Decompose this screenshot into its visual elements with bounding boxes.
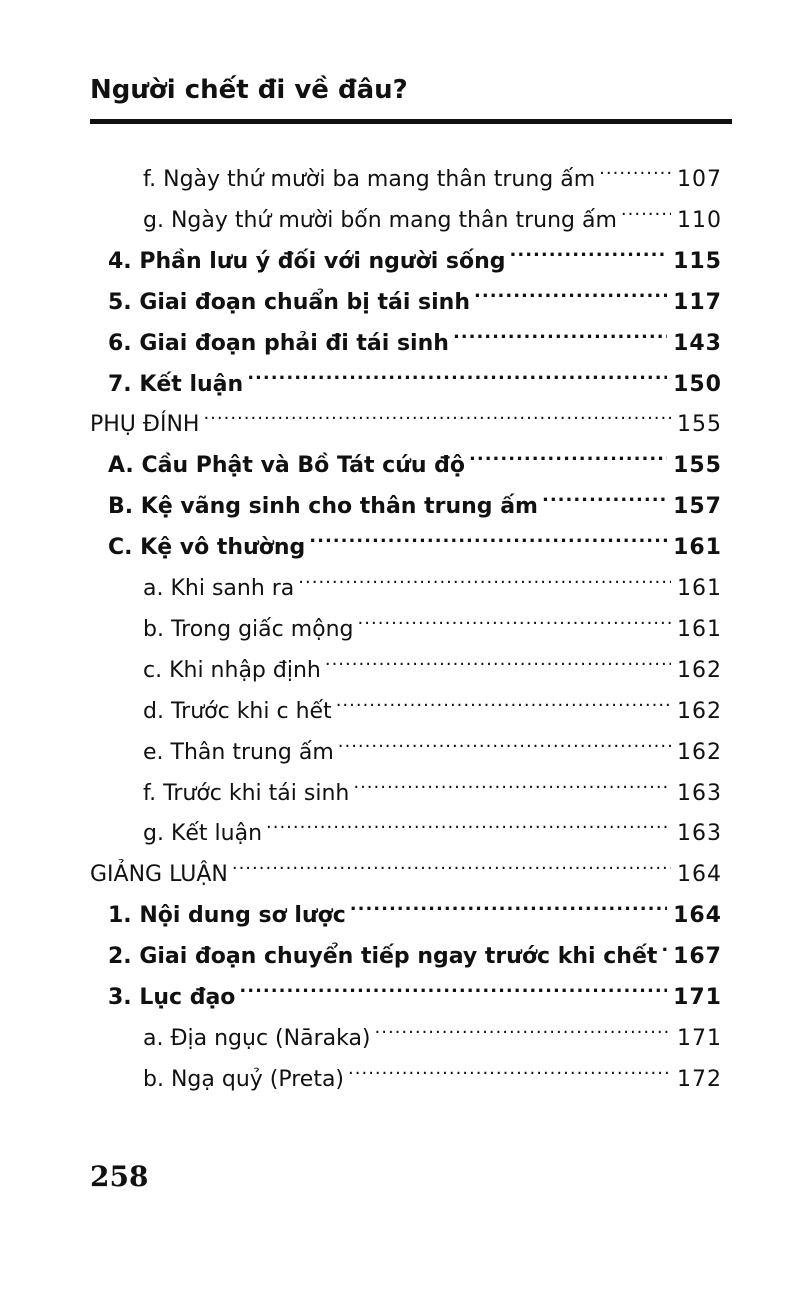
toc-entry-page: 162 <box>677 699 722 724</box>
toc-entry-title: 7. Kết luận <box>108 372 244 397</box>
dot-leader <box>621 187 671 227</box>
toc-entry-page: 161 <box>677 617 722 642</box>
toc-entry-title: B. Kệ vãng sinh cho thân trung ấm <box>108 494 538 519</box>
dot-leader <box>239 964 667 1004</box>
dot-leader <box>338 719 671 759</box>
toc-entry-page: 164 <box>673 903 722 928</box>
toc-entry <box>108 964 722 1010</box>
header-rule <box>90 119 732 124</box>
toc-entry <box>108 228 722 274</box>
dot-leader <box>358 596 671 636</box>
toc-entry-title: A. Cầu Phật và Bồ Tát cứu độ <box>108 453 466 478</box>
toc-entry-title: f. Trước khi tái sinh <box>143 781 350 806</box>
page-number: 258 <box>90 1160 149 1193</box>
toc-entry-title: 4. Phần lưu ý đối với người sống <box>108 249 506 274</box>
toc-entry-title: d. Trước khi c hết <box>143 699 332 724</box>
dot-leader <box>353 760 671 800</box>
toc-entry-title: b. Trong giấc mộng <box>143 617 354 642</box>
toc-entry-title: 3. Lục đạo <box>108 985 236 1010</box>
dot-leader <box>375 1005 671 1045</box>
toc-entry-page: 171 <box>673 985 722 1010</box>
dot-leader <box>298 555 671 595</box>
toc-entry <box>143 800 722 846</box>
toc-entry <box>143 678 722 724</box>
toc-entry-title: a. Khi sanh ra <box>143 576 295 601</box>
dot-leader <box>453 310 667 350</box>
toc-entry-title: e. Thân trung ấm <box>143 740 334 765</box>
toc-entry <box>108 351 722 397</box>
toc-entry <box>108 269 722 315</box>
toc-entry-title: f. Ngày thứ mười ba mang thân trung ấm <box>143 167 596 192</box>
dot-leader <box>232 841 671 881</box>
toc-entry-page: 117 <box>673 290 722 315</box>
toc-entry-title: a. Địa ngục (Nāraka) <box>143 1026 371 1051</box>
toc-entry-page: 115 <box>673 249 722 274</box>
toc-entry <box>143 1005 722 1051</box>
toc-entry-page: 107 <box>677 167 722 192</box>
toc-entry-page: 143 <box>673 331 722 356</box>
toc-entry <box>143 187 722 233</box>
toc-entry-page: 171 <box>677 1026 722 1051</box>
dot-leader <box>661 923 667 963</box>
dot-leader <box>542 473 667 513</box>
toc-entry-page: 163 <box>677 781 722 806</box>
toc-entry-page: 162 <box>677 740 722 765</box>
toc-entry-page: 161 <box>673 535 722 560</box>
toc-entry-page: 155 <box>677 412 722 437</box>
toc-entry <box>143 637 722 683</box>
toc-entry-title: 2. Giai đoạn chuyển tiếp ngay trước khi chết <box>108 944 658 969</box>
toc-entry-page: 163 <box>677 821 722 846</box>
toc-entry-title: g. Kết luận <box>143 821 263 846</box>
dot-leader <box>336 678 671 718</box>
toc-entry <box>143 596 722 642</box>
toc-entry-title: PHỤ ĐÍNH <box>90 412 200 437</box>
running-header-title: Người chết đi về đâu? <box>90 75 408 105</box>
toc-entry-page: 172 <box>677 1067 722 1092</box>
toc-entry <box>90 391 722 437</box>
toc-entry-title: g. Ngày thứ mười bốn mang thân trung ấm <box>143 208 617 233</box>
toc-entry-title: 5. Giai đoạn chuẩn bị tái sinh <box>108 290 471 315</box>
toc-entry-page: 110 <box>677 208 722 233</box>
dot-leader <box>247 351 667 391</box>
toc-entry <box>143 760 722 806</box>
dot-leader <box>474 269 667 309</box>
toc-entry <box>143 555 722 601</box>
dot-leader <box>348 1046 671 1086</box>
toc-entry-page: 164 <box>677 862 722 887</box>
dot-leader <box>510 228 668 268</box>
toc-entry <box>108 473 722 519</box>
toc-entry <box>143 719 722 765</box>
toc-entry-title: b. Ngạ quỷ (Preta) <box>143 1067 345 1092</box>
toc-entry-page: 167 <box>673 944 722 969</box>
toc-entry <box>90 841 722 887</box>
dot-leader <box>469 432 667 472</box>
toc-entry <box>108 432 722 478</box>
toc-entry-page: 161 <box>677 576 722 601</box>
toc-entry-title: c. Khi nhập định <box>143 658 321 683</box>
toc-entry <box>108 514 722 560</box>
toc-entry-page: 150 <box>673 372 722 397</box>
toc-entry <box>143 1046 722 1092</box>
dot-leader <box>203 391 671 431</box>
toc-entry <box>108 310 722 356</box>
toc-entry-page: 157 <box>673 494 722 519</box>
toc-entry-title: 6. Giai đoạn phải đi tái sinh <box>108 331 449 356</box>
dot-leader <box>266 800 671 840</box>
dot-leader <box>325 637 671 677</box>
toc-entry <box>143 146 722 192</box>
dot-leader <box>599 146 671 186</box>
dot-leader <box>309 514 667 554</box>
toc-entry-page: 162 <box>677 658 722 683</box>
toc-entry-page: 155 <box>673 453 722 478</box>
toc-entry <box>108 923 722 969</box>
dot-leader <box>350 882 667 922</box>
toc-entry-title: C. Kệ vô thường <box>108 535 306 560</box>
toc-entry-title: GIẢNG LUẬN <box>90 862 228 887</box>
toc-entry-title: 1. Nội dung sơ lược <box>108 903 346 928</box>
toc-entry <box>108 882 722 928</box>
